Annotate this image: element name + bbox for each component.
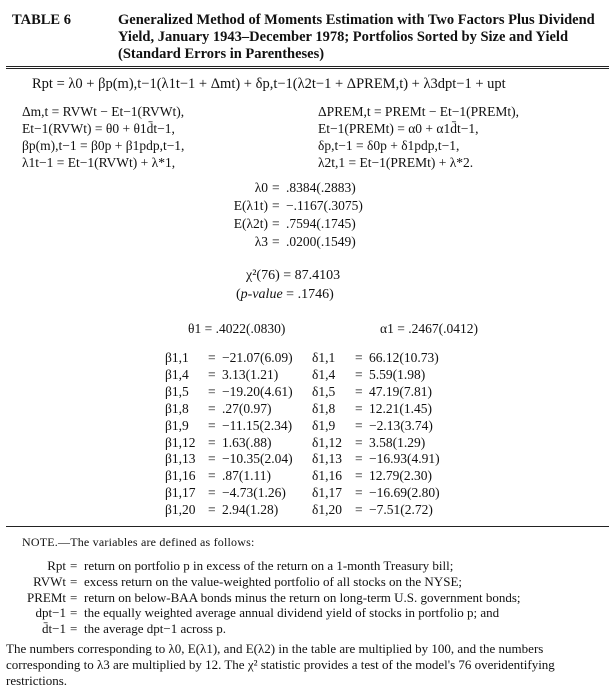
- footnote: The numbers corresponding to λ0, E(λ1), and E(λ2) in the table are multiplied by 100, and the numbers corresponding to λ3 are multiplied by 12. The χ² statistic provides a test of the model's 76 overidentifying restrictions.: [6, 641, 555, 688]
- delta-name: δ1,1: [312, 350, 336, 365]
- beta-eq: =: [208, 350, 216, 365]
- note-variable-symbol: PREMt: [26, 589, 66, 605]
- chi-square-label: χ²(76): [246, 268, 280, 283]
- beta-eq: =: [208, 468, 216, 484]
- note-variable-symbol: RVWt: [33, 573, 66, 589]
- beta-value: −10.35(2.04): [222, 451, 293, 467]
- delta-eq: =: [355, 485, 363, 501]
- note-variable-eq: =: [70, 589, 78, 605]
- pvalue-label: p-value: [240, 287, 283, 302]
- note-variable-eq: =: [70, 621, 78, 637]
- delta-value: 66.12(10.73): [369, 350, 439, 365]
- note-variable-symbol: d̄t−1: [42, 621, 66, 637]
- delta-name: δ1,17: [312, 485, 342, 501]
- definition-right-2: Et−1(PREMt) = α0 + α1d̄t−1,: [318, 121, 479, 136]
- beta-eq: =: [208, 383, 216, 399]
- definition-left-4: λ1t−1 = Et−1(RVWt) + λ*1,: [22, 155, 176, 170]
- beta-name: β1,12: [165, 434, 196, 450]
- lambda-name: λ3: [254, 234, 268, 249]
- delta-value: 47.19(7.81): [369, 383, 432, 399]
- definition-left-1: Δm,t = RVWt − Et−1(RVWt),: [22, 104, 185, 119]
- beta-value: −19.20(4.61): [222, 383, 293, 399]
- beta-eq: =: [208, 502, 216, 518]
- delta-value: −16.69(2.80): [369, 485, 440, 501]
- definition-right-3: δp,t−1 = δ0p + δ1pdp,t−1,: [318, 138, 460, 153]
- lambda-value: −.1167(.3075): [286, 198, 363, 213]
- delta-value: −2.13(3.74): [369, 417, 433, 433]
- beta-name: β1,4: [165, 366, 189, 382]
- lambda-value: .8384(.2883): [286, 180, 356, 195]
- note-variable-eq: =: [70, 605, 78, 621]
- delta-eq: =: [355, 417, 363, 433]
- note-variable-definition: return on portfolio p in excess of the return on a 1-month Treasury bill;: [84, 558, 454, 573]
- note-variable-definition: the equally weighted average annual dividend yield of stocks in portfolio p; and: [84, 605, 500, 621]
- beta-name: β1,8: [165, 400, 189, 416]
- definition-left-2: Et−1(RVWt) = θ0 + θ1d̄t−1,: [22, 121, 175, 136]
- lambda-name: E(λ1t): [233, 198, 268, 213]
- note-heading: NOTE.—The variables are defined as follows:: [22, 535, 255, 549]
- delta-name: δ1,8: [312, 400, 336, 416]
- delta-name: δ1,13: [312, 451, 342, 467]
- delta-eq: =: [355, 400, 363, 416]
- delta-value: 3.58(1.29): [369, 434, 426, 450]
- delta-value: −7.51(2.72): [369, 502, 433, 518]
- delta-value: 12.79(2.30): [369, 468, 432, 484]
- delta-eq: =: [355, 366, 363, 382]
- delta-name: δ1,12: [312, 434, 342, 450]
- beta-eq: =: [208, 451, 216, 467]
- lambda-eq: =: [272, 180, 280, 195]
- lambda-value: .0200(.1549): [286, 234, 356, 249]
- beta-eq: =: [208, 366, 216, 382]
- theta1-value: .4022(.0830): [215, 321, 286, 336]
- beta-value: −4.73(1.26): [222, 485, 286, 501]
- beta-value: .27(0.97): [222, 400, 272, 416]
- note-variable-definition: the average dpt−1 across p.: [84, 621, 226, 637]
- theta1-name: θ1: [188, 321, 202, 336]
- alpha1-name: α1: [380, 321, 394, 336]
- top-rule-2: [6, 68, 609, 69]
- note-variable-symbol: dpt−1: [35, 605, 66, 621]
- beta-value: .87(1.11): [222, 468, 271, 484]
- beta-value: −11.15(2.34): [222, 417, 293, 433]
- delta-eq: =: [355, 502, 363, 518]
- note-variable-eq: =: [70, 558, 78, 573]
- delta-eq: =: [355, 451, 363, 467]
- delta-name: δ1,20: [312, 502, 342, 518]
- beta-name: β1,9: [165, 417, 189, 433]
- top-rule: [6, 66, 609, 67]
- delta-name: δ1,4: [312, 366, 336, 382]
- beta-eq: =: [208, 485, 216, 501]
- definition-left-3: βp(m),t−1 = β0p + β1pdp,t−1,: [22, 138, 185, 153]
- beta-name: β1,1: [165, 350, 189, 365]
- bottom-rule: [6, 526, 609, 527]
- definition-right-4: λ2t,1 = Et−1(PREMt) + λ*2.: [318, 155, 474, 170]
- pvalue-value: .1746: [297, 287, 330, 302]
- delta-name: δ1,5: [312, 383, 336, 399]
- delta-value: −16.93(4.91): [369, 451, 440, 467]
- alpha1-line: α1 = .2467(.0412): [380, 321, 478, 336]
- lambda-eq: =: [272, 198, 280, 213]
- table-label: TABLE 6: [12, 12, 71, 28]
- note-variable-definition: excess return on the value-weighted portfolio of all stocks on the NYSE;: [84, 573, 462, 589]
- lambda-name: λ0: [254, 180, 268, 195]
- delta-eq: =: [355, 383, 363, 399]
- table-caption: Generalized Method of Moments Estimation with Two Factors Plus Dividend Yield, January 1943–December 1978; Portfolios Sorted by Size and Yield (Standard Errors in Parentheses): [118, 12, 595, 62]
- chi-square-value: 87.4103: [294, 268, 341, 283]
- lambda-eq: =: [272, 216, 280, 231]
- delta-value: 12.21(1.45): [369, 400, 432, 416]
- model-equation: Rpt = λ0 + βp(m),t−1(λ1t−1 + Δmt) + δp,t−1(λ2t−1 + ΔPREM,t) + λ3dpt−1 + upt: [32, 76, 506, 92]
- beta-value: −21.07(6.09): [222, 350, 293, 365]
- lambda-name: E(λ2t): [233, 216, 268, 231]
- theta1-line: θ1 = .4022(.0830): [188, 321, 286, 336]
- beta-value: 1.63(.88): [222, 434, 272, 450]
- delta-eq: =: [355, 434, 363, 450]
- beta-eq: =: [208, 434, 216, 450]
- beta-name: β1,17: [165, 485, 196, 501]
- beta-name: β1,20: [165, 502, 196, 518]
- delta-value: 5.59(1.98): [369, 366, 426, 382]
- lambda-value: .7594(.1745): [286, 216, 356, 231]
- beta-name: β1,16: [165, 468, 196, 484]
- note-variable-symbol: Rpt: [47, 558, 66, 573]
- beta-name: β1,5: [165, 383, 189, 399]
- delta-name: δ1,16: [312, 468, 342, 484]
- delta-eq: =: [355, 468, 363, 484]
- definition-right-1: ΔPREM,t = PREMt − Et−1(PREMt),: [318, 104, 520, 119]
- delta-name: δ1,9: [312, 417, 336, 433]
- note-variable-definition: return on below-BAA bonds minus the return on long-term U.S. government bonds;: [84, 589, 521, 605]
- note-variable-eq: =: [70, 573, 78, 589]
- beta-value: 3.13(1.21): [222, 366, 279, 382]
- lambda-eq: =: [272, 234, 280, 249]
- chi-square-line: χ²(76) = 87.4103: [246, 268, 341, 283]
- alpha1-value: .2467(.0412): [408, 321, 478, 336]
- beta-eq: =: [208, 417, 216, 433]
- beta-value: 2.94(1.28): [222, 502, 279, 518]
- beta-name: β1,13: [165, 451, 196, 467]
- pvalue-line: (p-value = .1746): [236, 287, 334, 302]
- delta-eq: =: [355, 350, 363, 365]
- beta-eq: =: [208, 400, 216, 416]
